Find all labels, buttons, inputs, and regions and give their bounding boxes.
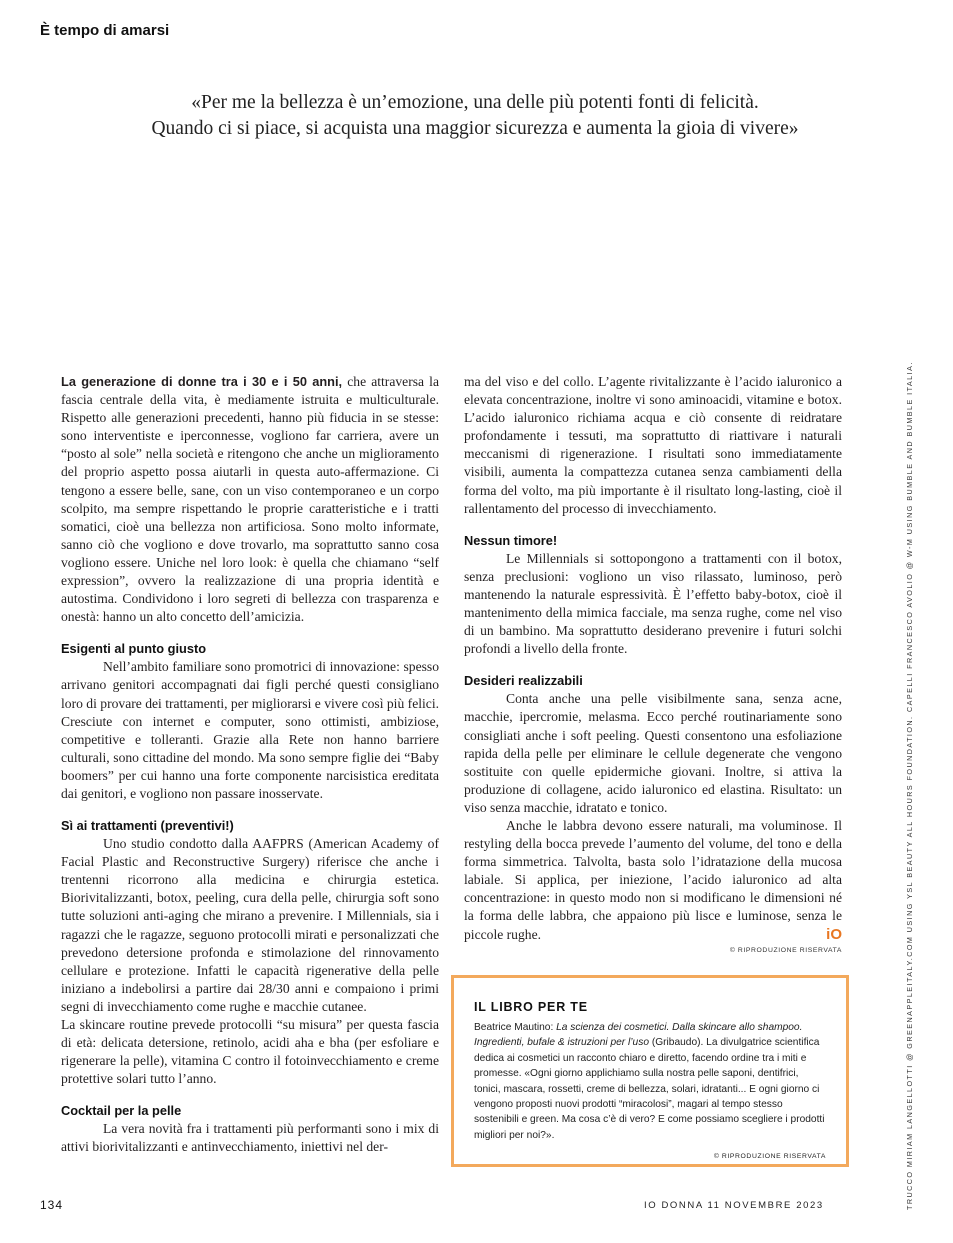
- paragraph: La skincare routine prevede protocolli “su misura” per questa fascia di età: delicata detersione, retinolo, acidi aha e bha (per esfoliare e rigenerare la pelle), vitamina C contro il fotoinvecchiamento e creme protettive solari tutto l’anno.: [61, 1017, 439, 1087]
- book-box: [451, 975, 849, 1167]
- subheading: Cocktail per la pelle: [61, 1103, 182, 1119]
- article-column-right: [464, 373, 842, 944]
- pull-quote-line: «Per me la bellezza è un’emozione, una delle più potenti fonti di felicità.: [191, 92, 759, 113]
- issue-info: IO DONNA 11 NOVEMBRE 2023: [644, 1200, 824, 1211]
- paragraph-text: Anche le labbra devono essere naturali, ma voluminose. Il restyling della bocca prevede l’aumento del volume, del tono e della forma simmetrica. Talvolta, basta solo l’idratazione della mucosa labiale. Si applica, per iniezione, l’acido ialuronico ad alta concentrazione: in questo modo non si modificano le dimensioni né la forma delle labbra, che appaiono più lisce e luminose, senza le piccole rughe.: [464, 817, 842, 942]
- paragraph: ma del viso e del collo. L’agente rivitalizzante è l’acido ialuronico a elevata concentrazione, inoltre vi sono aminoacidi, vitamine e botox. L’acido ialuronico richiama acqua e ciò consente di reidratare profondamente i tessuti, ma soprattutto di riattivare i naturali meccanismi di rigenerazione. I risultati sono immediatamente visibili, aumenta la compattezza cutanea senza cambiamenti della forma del volto, ma più importante è il risultato long-lasting, cioè il rallentamento del processo di invecchiamento.: [464, 374, 842, 516]
- paragraph: Nell’ambito familiare sono promotrici di innovazione: spesso arrivano genitori accompagnati dai figli perché questi consigliano loro di provare dei trattamenti, per migliorarsi e vivere così più felici. Cresciute con internet e computer, sono ottimisti, ambiziose, competitive e tolleranti. Grazie alla Rete non hanno barriere culturali, sono cittadine del mondo. Ma sono sempre figlie dei “Baby boomers” per cui hanno una forte componente narcisistica ereditata dai genitori, e vogliono non passare inosservate.: [61, 659, 439, 801]
- copyright-notice: © RIPRODUZIONE RISERVATA: [729, 947, 842, 954]
- paragraph: Le Millennials si sottopongono a trattamenti con il botox, senza preclusioni: vogliono un viso rilassato, luminoso, però mantenendo la naturale espressività. È l’effetto baby-botox, cioè il mantenimento della mimica facciale, ma senza rughe, come nel viso di un bambino. Ma soprattutto desiderano prevenire i futuri solchi profondi a livello della fronte.: [464, 550, 842, 657]
- subheading: Nessun timore!: [464, 532, 558, 548]
- subheading: Desideri realizzabili: [464, 673, 583, 689]
- paragraph: [464, 817, 842, 944]
- book-box-text: [474, 1020, 826, 1143]
- paragraph: La vera novità fra i trattamenti più performanti sono i mix di attivi biorivitalizzanti e antinvecchiamento, iniettivi nel der-: [61, 1121, 439, 1155]
- book-description: (Gribaudo). La divulgatrice scientifica dedica ai cosmetici un racconto chiaro e diretto, facendo ordine tra i miti e promesse. «Ogni giorno applichiamo sulla nostra pelle saponi, dentifrici, tonici, mascara, rossetti, creme di bellezza, solari, idratanti... E ogni giorno ci vengono proposti nuovi prodotti “miracolosi”, magari al tempo stesso sostenibili e green. Ma cosa c’è di vero? E come possiamo scegliere i prodotti migliori per noi?».: [474, 1037, 825, 1141]
- pull-quote-line: Quando ci si piace, si acquista una maggior sicurezza e aumenta la gioia di vivere»: [151, 118, 799, 139]
- article-column-left: [61, 373, 439, 1157]
- paragraph: Uno studio condotto dalla AAFPRS (American Academy of Facial Plastic and Reconstructive Surgery) riferisce che anche i trentenni ricorrono alla medicina e chirurgia estetica. Biorivitalizzanti, botox, peeling, cura della pelle, chirurgia soft sono tutte soluzioni anti-aging che mirano a prevenire. I Millennials, sia i ragazzi che le ragazze, seguono protocolli mirati e personalizzati che prevedono detersione profonda e stimolazione del rinnovamento cellulare e protezione. Infatti le capacità rigenerative della pelle iniziano a indebolirsi a partire dai 28/30 anni e compaiono i primi segni di invecchiamento come rughe e macchie cutanee.: [61, 836, 439, 1014]
- book-title: La scienza dei cosmetici. Dalla skincare allo shampoo. Ingredienti, bufale & istruzioni per l’uso: [474, 1022, 803, 1049]
- subheading: Esigenti al punto giusto: [61, 641, 207, 657]
- subheading: Sì ai trattamenti (preventivi!): [61, 818, 234, 834]
- section-title: È tempo di amarsi: [40, 22, 170, 39]
- paragraph: Conta anche una pelle visibilmente sana, senza acne, macchie, ipercromie, melasma. Ecco perché routinariamente sono consigliati anche i soft peeling. Questi consentono una esfoliazione rapida della pelle per eliminare le cellule degenerate che vengono sostituite con quelle epidermiche giovani. Inoltre, si attiva la produzione di collagene, acido ialuronico ed elastina. Risultato: un viso senza macchie, idratato e tonico.: [464, 691, 842, 815]
- book-author: Beatrice Mautino:: [474, 1022, 557, 1033]
- intro-lead: La generazione di donne tra i 30 e i 50 anni,: [61, 374, 343, 389]
- book-box-title: IL LIBRO PER TE: [474, 1000, 588, 1014]
- intro-text: che attraversa la fascia centrale della vita, è mediamente istruita e multiculturale. Rispetto alle generazioni precedenti, hanno più fiducia in se stesse: sono interventiste e iperconnesse, vogliono far carriera, avere un “posto al sole” nella società e ritengono che anche un miglioramento del proprio aspetto possa aiutarli in questa auto-affermazione. Ci tengono a essere belle, sane, con un viso contemporaneo e un corpo scolpito, ma sempre rispettando le proprie caratteristiche e i tratti somatici, cioè una bellezza non artificiosa. Sono molto informate, sanno ciò che vogliono e dove trovarlo, ma soprattutto sanno cosa vogliono essere. Uniche nel loro look: è quella che chiamano “self expression”, ovvero la realizzazione di una propria identità e autostima. Condividono i loro segreti di bellezza con trasparenza e onestà: hanno un alto concetto dell’amicizia.: [61, 374, 439, 625]
- end-mark-logo: iO: [826, 925, 842, 943]
- page-number: 134: [40, 1198, 64, 1212]
- book-copyright: © RIPRODUZIONE RISERVATA: [713, 1153, 826, 1161]
- intro-paragraph: [61, 373, 439, 626]
- pull-quote: [40, 90, 910, 142]
- photo-credit: TRUCCO MIRIAM LANGELLOTTI @ GREENAPPLEITALY.COM USING YSL BEAUTY ALL HOURS FOUNDATION. CAPELLI FRANCESCO AVOLIO @ W-M USING BUMBLE AND BUMBLE ITALIA.: [905, 361, 914, 1210]
